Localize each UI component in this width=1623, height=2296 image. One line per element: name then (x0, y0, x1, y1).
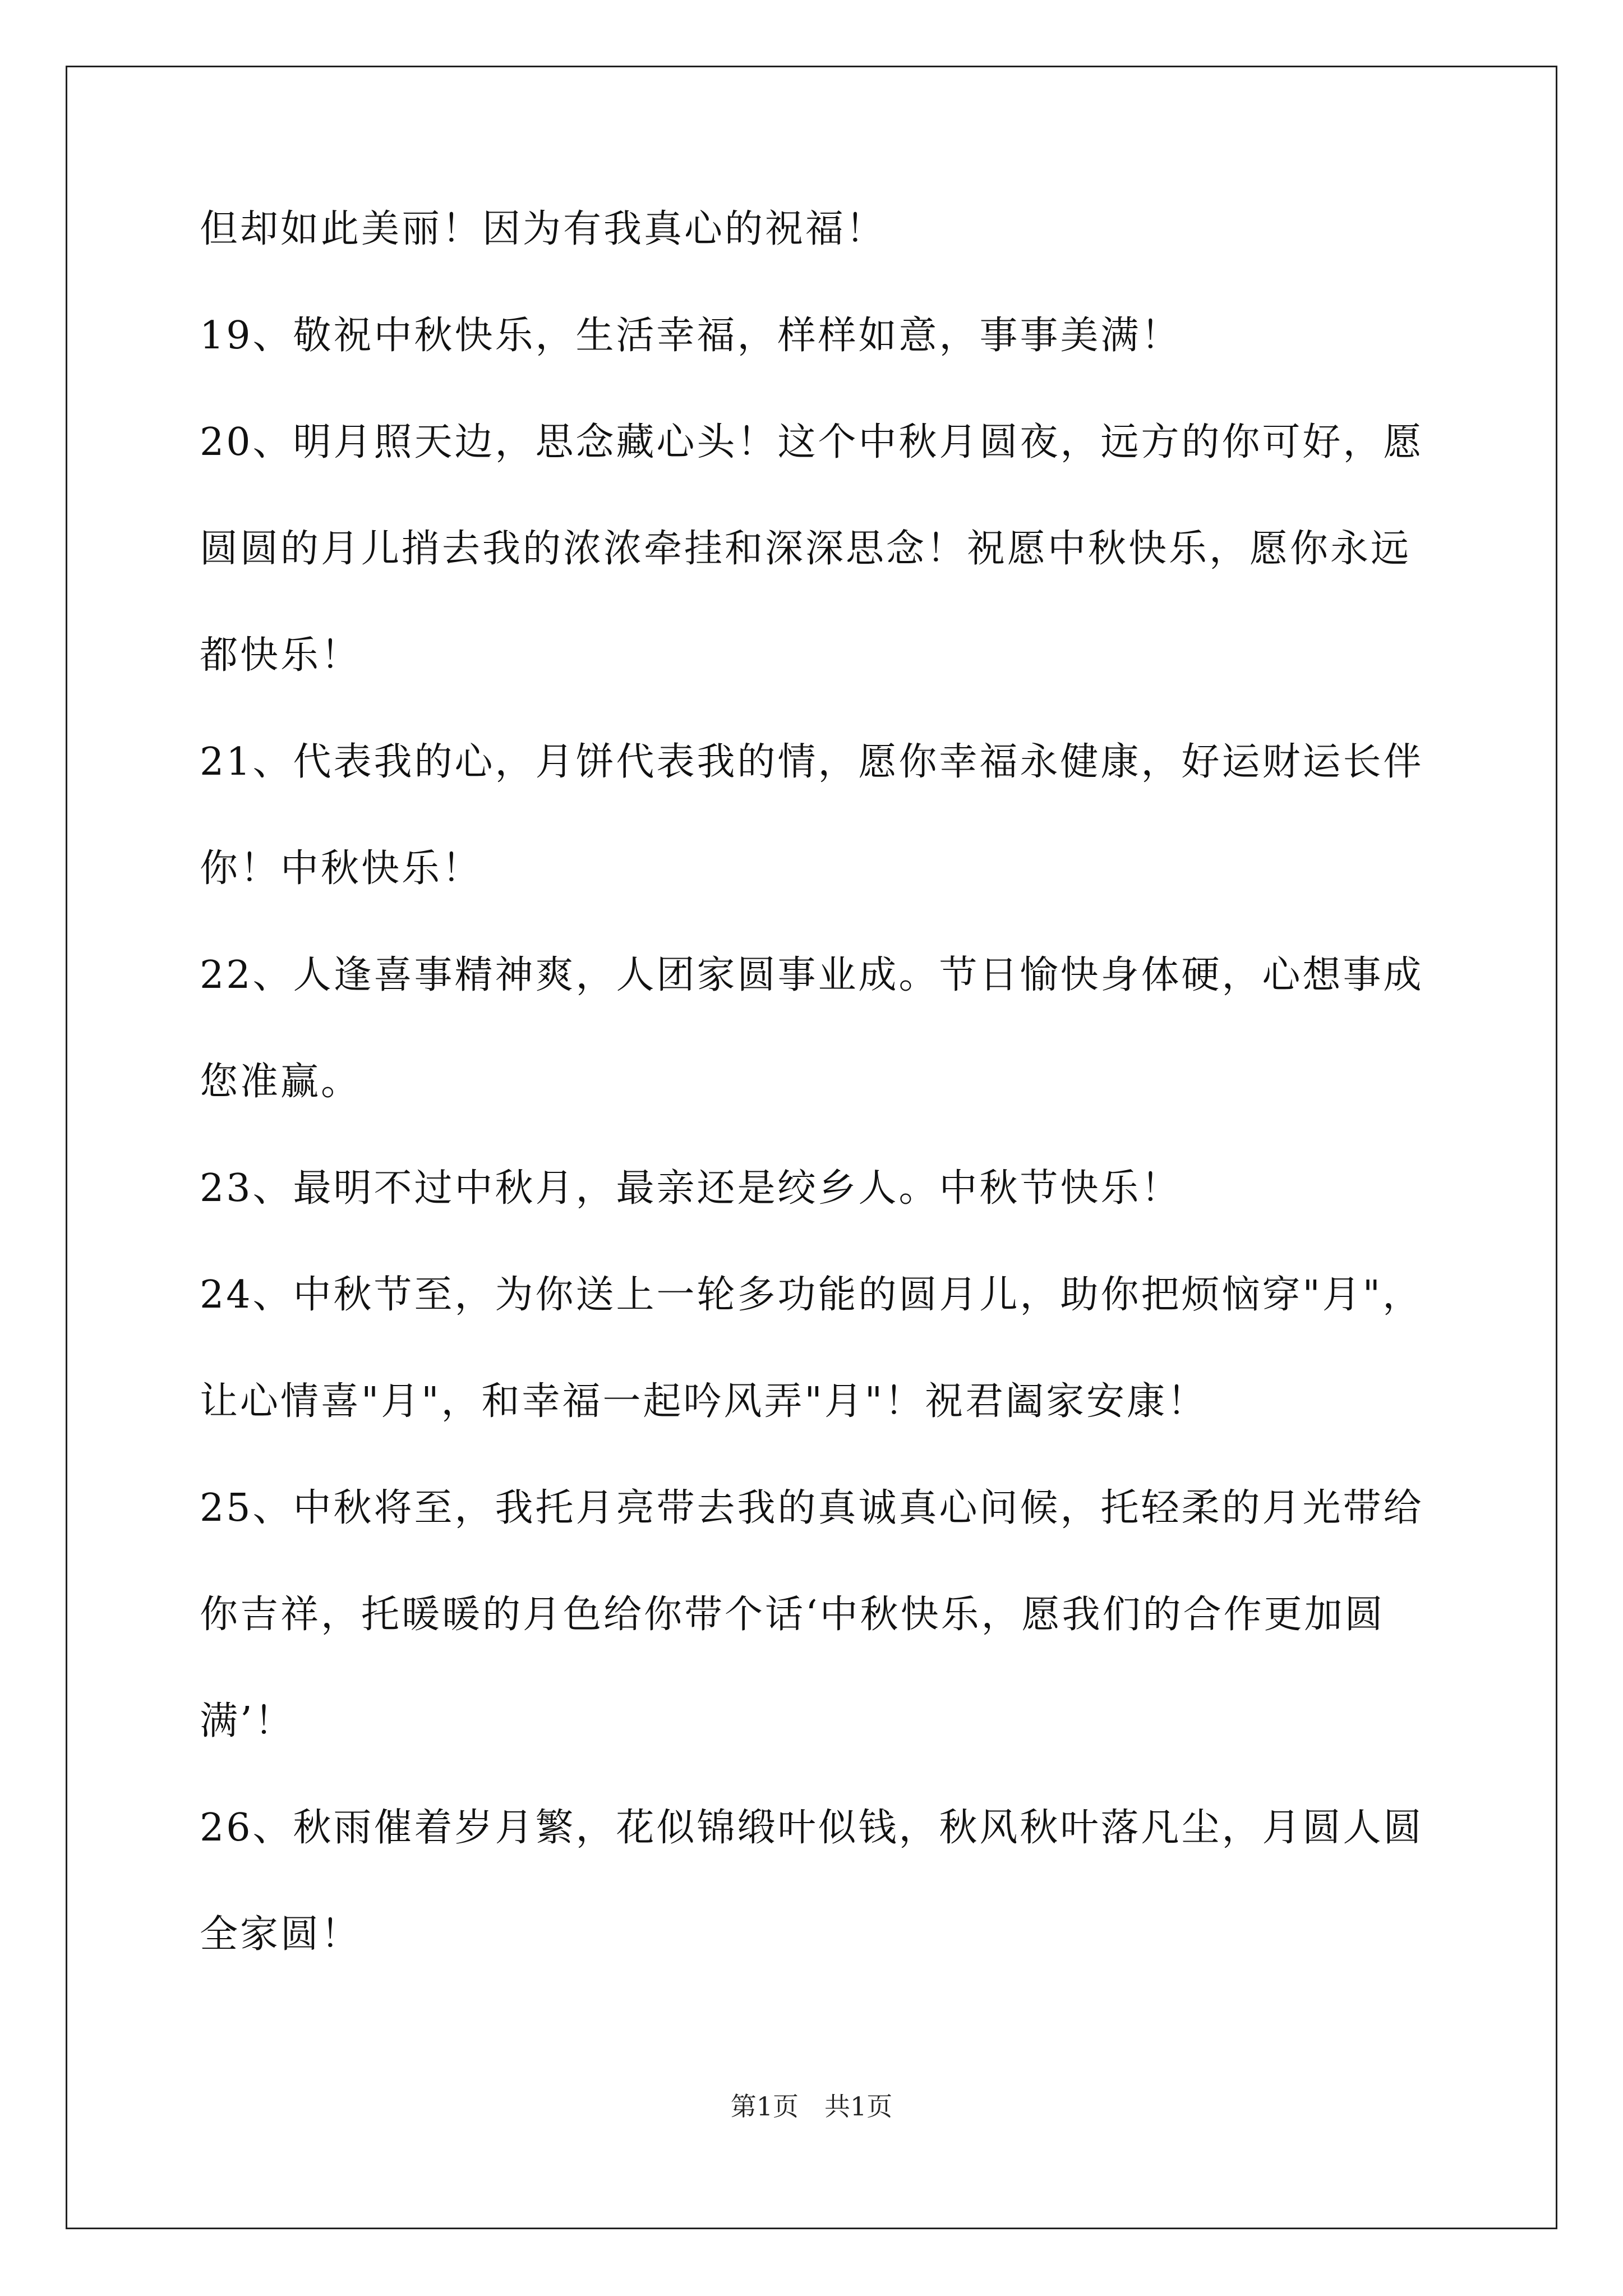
page-border (66, 66, 1557, 2229)
text-line: 你吉祥，托暖暖的月色给你带个话‘中秋快乐，愿我们的合作更加圆 (200, 1593, 1385, 1637)
text-line: 您准赢。 (200, 1060, 362, 1104)
text-line: 25、中秋将至，我托月亮带去我的真诚真心问候，托轻柔的月光带给 (200, 1486, 1424, 1530)
text-line: 19、敬祝中秋快乐，生活幸福，样样如意，事事美满！ (200, 314, 1182, 358)
text-line: 23、最明不过中秋月，最亲还是绞乡人。中秋节快乐！ (200, 1166, 1182, 1211)
text-line: 21、代表我的心，月饼代表我的情，愿你幸福永健康，好运财运长伴 (200, 740, 1424, 784)
text-line: 但却如此美丽！因为有我真心的祝福！ (200, 207, 887, 251)
text-line: 22、人逢喜事精神爽，人团家圆事业成。节日愉快身体硬，心想事成 (200, 953, 1424, 997)
text-line: 26、秋雨催着岁月繁，花似锦缎叶似钱，秋风秋叶落凡尘，月圆人圆 (200, 1806, 1424, 1850)
text-line: 你！中秋快乐！ (200, 846, 483, 891)
text-line: 20、明月照天边，思念藏心头！这个中秋月圆夜，远方的你可好，愿 (200, 420, 1424, 464)
page-number-footer: 第1页 共1页 (730, 2091, 893, 2122)
text-line: 都快乐！ (200, 633, 362, 678)
text-line: 满’！ (200, 1699, 295, 1743)
text-line: 全家圆！ (200, 1912, 362, 1957)
text-line: 让心情喜"月"，和幸福一起吟风弄"月"！祝君阖家安康！ (200, 1379, 1208, 1424)
text-line: 24、中秋节至，为你送上一轮多功能的圆月儿，助你把烦恼穿"月"， (200, 1273, 1423, 1317)
text-line: 圆圆的月儿捎去我的浓浓牵挂和深深思念！祝愿中秋快乐，愿你永远 (200, 527, 1412, 571)
